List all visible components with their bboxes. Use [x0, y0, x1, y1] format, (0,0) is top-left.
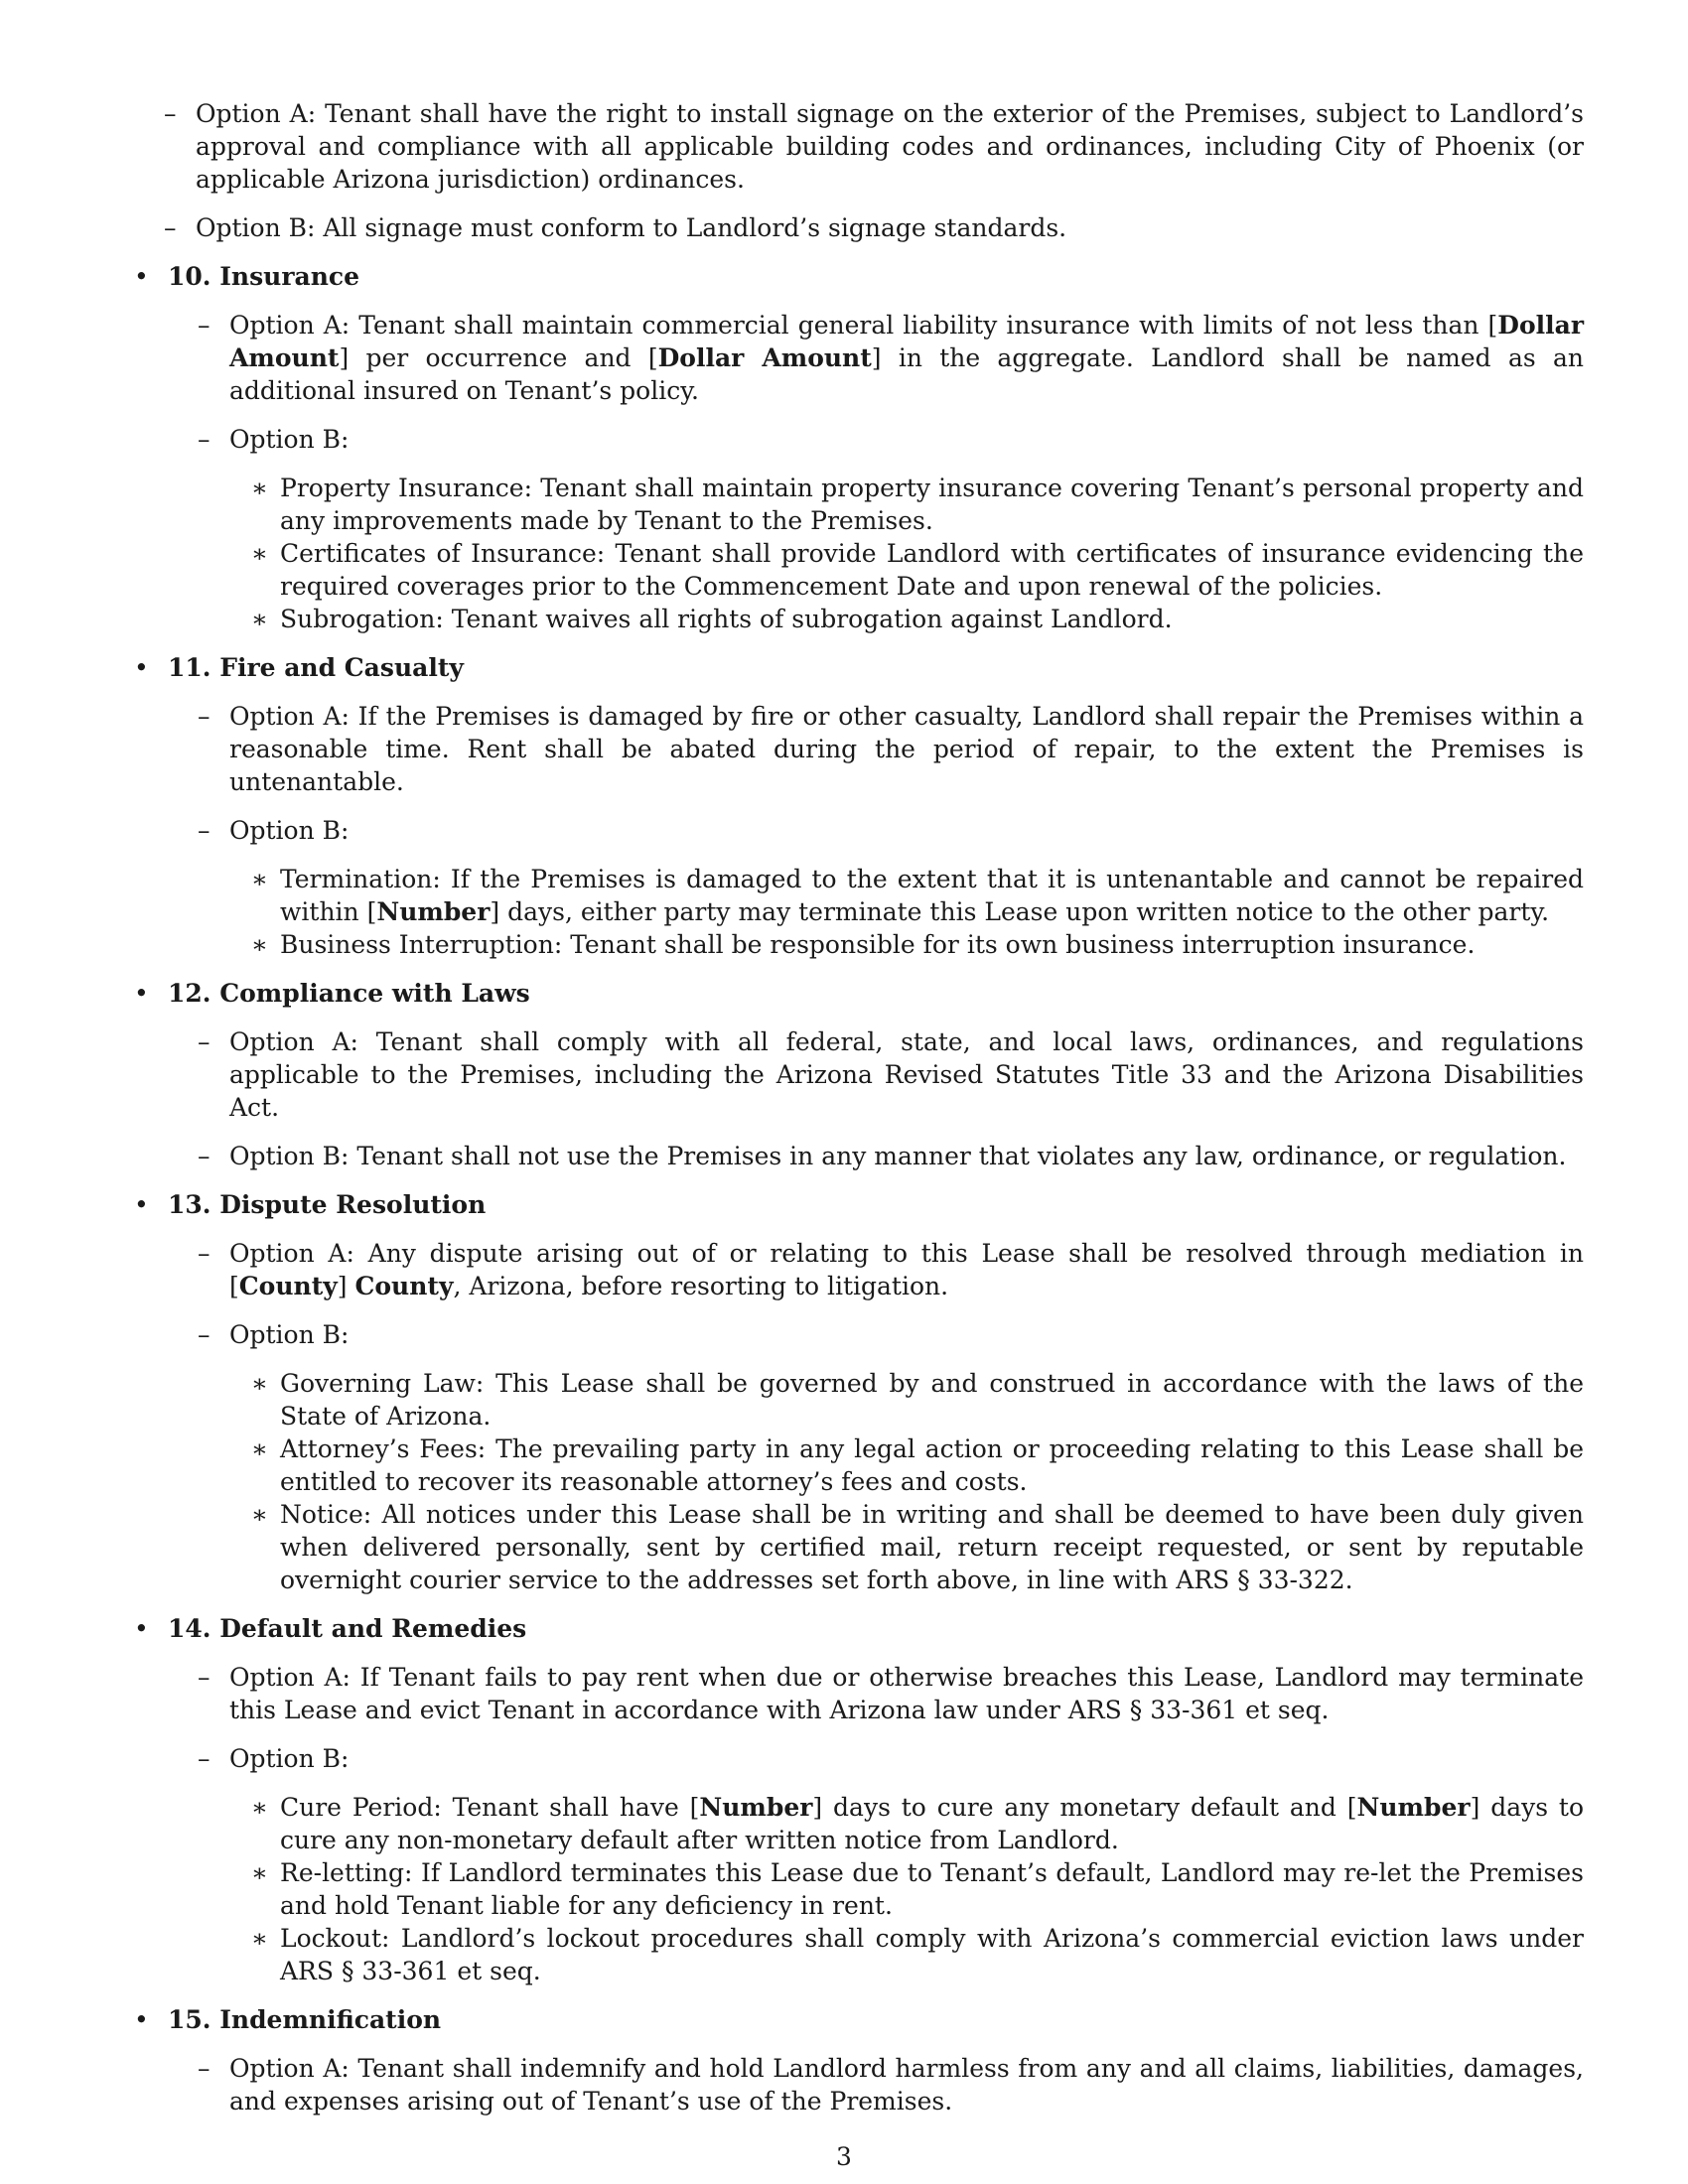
compliance-option-a: – Option A: Tenant shall comply with all federal, state, and local laws, ordinances, and regulations applicable to the Premises, including the Arizona Revised Statutes Title 33 and the Arizona Disabilities Act.: [168, 1025, 1584, 1124]
default-option-a: – Option A: If Tenant fails to pay rent when due or otherwise breaches this Lease, Landlord may terminate this Lease and evict Tenant in accordance with Arizona law under ARS § 33-361 et seq.: [168, 1661, 1584, 1726]
list-item: ∗ Business Interruption: Tenant shall be responsible for its own business interruption insurance.: [229, 928, 1584, 961]
list-item: ∗ Property Insurance: Tenant shall maintain property insurance covering Tenant’s personal property and any improvements made by Tenant to the Premises.: [229, 472, 1584, 537]
section-title-default-remedies: • 14. Default and Remedies: [168, 1614, 527, 1643]
document-page: [134, 97, 1584, 2133]
section-title-compliance: • 12. Compliance with Laws: [168, 979, 530, 1008]
default-option-b: – Option B: ∗ Cure Period: Tenant shall have [Number] days to cure any monetary default and [Number] days to cure any non-monetary default after written notice from Landlord. ∗ Re-letting: If Landlord terminates this Lease due to Tenant’s default, Landlord may re-let the Premises and hold Tenant liable for any deficiency in rent. ∗ Lockout: Landlord’s lockout procedures shall comply with Arizona’s commercial eviction laws under ARS § 33-361 et seq.: [168, 1742, 1584, 1987]
section-insurance: [134, 260, 1584, 635]
section-compliance: [134, 977, 1584, 1172]
list-item: ∗ Governing Law: This Lease shall be governed by and construed in accordance with the laws of the State of Arizona.: [229, 1367, 1584, 1433]
dispute-option-b: – Option B: ∗ Governing Law: This Lease shall be governed by and construed in accordance with the laws of the State of Arizona. ∗ Attorney’s Fees: The prevailing party in any legal action or proceeding relating to this Lease shall be entitled to recover its reasonable attorney’s fees and costs. ∗ Notice: All notices under this Lease shall be in writing and shall be deemed to have been duly given when delivered personally, sent by certified mail, return receipt requested, or sent by reputable overnight courier service to the addresses set forth above, in line with ARS § 33-322.: [168, 1318, 1584, 1596]
compliance-option-b: – Option B: Tenant shall not use the Premises in any manner that violates any law, ordinance, or regulation.: [168, 1140, 1584, 1172]
dispute-option-a: – Option A: Any dispute arising out of or relating to this Lease shall be resolved through mediation in [County] County, Arizona, before resorting to litigation.: [168, 1237, 1584, 1302]
list-item: ∗ Certificates of Insurance: Tenant shall provide Landlord with certificates of insurance evidencing the required coverages prior to the Commencement Date and upon renewal of the policies.: [229, 537, 1584, 603]
section-default-remedies: [134, 1612, 1584, 1987]
section-title-fire-casualty: • 11. Fire and Casualty: [168, 653, 464, 682]
fire-option-b: – Option B: ∗ Termination: If the Premises is damaged to the extent that it is untenantable and cannot be repaired within [Number] days, either party may terminate this Lease upon written notice to the other party. ∗ Business Interruption: Tenant shall be responsible for its own business interruption insurance.: [168, 814, 1584, 961]
section-indemnification: [134, 2003, 1584, 2117]
insurance-option-b: – Option B: ∗ Property Insurance: Tenant shall maintain property insurance covering Tenant’s personal property and any improvements made by Tenant to the Premises. ∗ Certificates of Insurance: Tenant shall provide Landlord with certificates of insurance evidencing the required coverages prior to the Commencement Date and upon renewal of the policies. ∗ Subrogation: Tenant waives all rights of subrogation against Landlord.: [168, 423, 1584, 635]
signage-option-a: – Option A: Tenant shall have the right to install signage on the exterior of the Premises, subject to Landlord’s approval and compliance with all applicable building codes and ordinances, including City of Phoenix (or applicable Arizona jurisdiction) ordinances.: [134, 97, 1584, 196]
insurance-option-b-list: [229, 472, 1584, 635]
default-option-b-list: [229, 1791, 1584, 1987]
insurance-option-a: – Option A: Tenant shall maintain commercial general liability insurance with limits of not less than [Dollar Amount] per occurrence and [Dollar Amount] in the aggregate. Landlord shall be named as an additional insured on Tenant’s policy.: [168, 309, 1584, 407]
page-number: 3: [836, 2142, 852, 2171]
dispute-option-b-list: [229, 1367, 1584, 1596]
section-title-insurance: • 10. Insurance: [168, 262, 359, 291]
indemnification-option-a: – Option A: Tenant shall indemnify and hold Landlord harmless from any and all claims, liabilities, damages, and expenses arising out of Tenant’s use of the Premises.: [168, 2052, 1584, 2117]
list-item: ∗ Notice: All notices under this Lease shall be in writing and shall be deemed to have been duly given when delivered personally, sent by certified mail, return receipt requested, or sent by reputable overnight courier service to the addresses set forth above, in line with ARS § 33-322.: [229, 1498, 1584, 1596]
section-dispute-resolution: [134, 1188, 1584, 1596]
section-fire-casualty: [134, 651, 1584, 961]
list-item: ∗ Subrogation: Tenant waives all rights of subrogation against Landlord.: [229, 603, 1584, 635]
fire-option-a: – Option A: If the Premises is damaged by fire or other casualty, Landlord shall repair the Premises within a reasonable time. Rent shall be abated during the period of repair, to the extent the Premises is untenantable.: [168, 700, 1584, 798]
section-title-dispute-resolution: • 13. Dispute Resolution: [168, 1190, 487, 1219]
list-item: ∗ Attorney’s Fees: The prevailing party in any legal action or proceeding relating to this Lease shall be entitled to recover its reasonable attorney’s fees and costs.: [229, 1433, 1584, 1498]
list-item: ∗ Termination: If the Premises is damaged to the extent that it is untenantable and cannot be repaired within [Number] days, either party may terminate this Lease upon written notice to the other party.: [229, 863, 1584, 928]
list-item: ∗ Re-letting: If Landlord terminates this Lease due to Tenant’s default, Landlord may re-let the Premises and hold Tenant liable for any deficiency in rent.: [229, 1856, 1584, 1922]
list-item: ∗ Cure Period: Tenant shall have [Number] days to cure any monetary default and [Number] days to cure any non-monetary default after written notice from Landlord.: [229, 1791, 1584, 1856]
signage-option-b: – Option B: All signage must conform to Landlord’s signage standards.: [134, 211, 1584, 244]
list-item: ∗ Lockout: Landlord’s lockout procedures shall comply with Arizona’s commercial eviction laws under ARS § 33-361 et seq.: [229, 1922, 1584, 1987]
section-title-indemnification: • 15. Indemnification: [168, 2005, 442, 2034]
signage-continuation: [134, 97, 1584, 244]
fire-option-b-list: [229, 863, 1584, 961]
